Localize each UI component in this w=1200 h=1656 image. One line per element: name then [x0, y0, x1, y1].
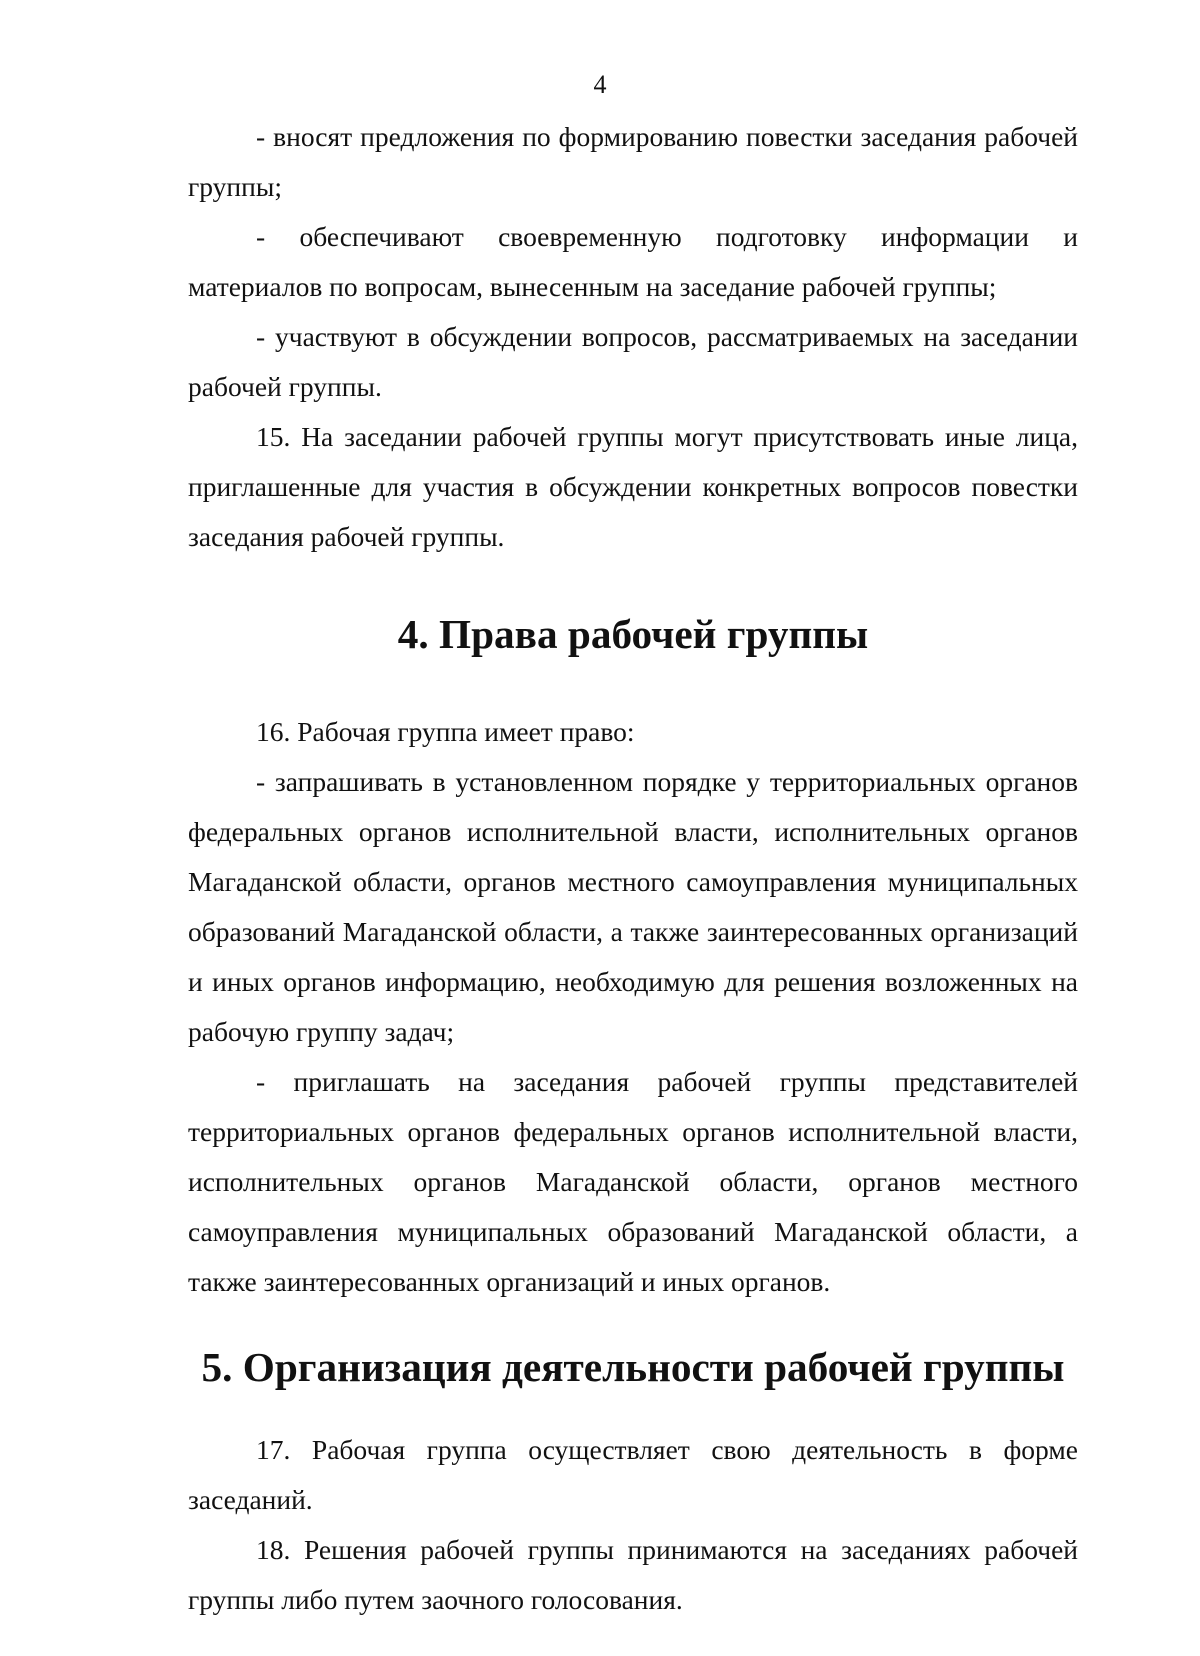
paragraph-18: 18. Решения рабочей группы принимаются на заседаниях рабочей группы либо путем заочного голосования. — [188, 1534, 1078, 1615]
section-4-heading: 4. Права рабочей группы — [397, 611, 869, 657]
paragraph-proposals: - вносят предложения по формированию повестки заседания рабочей группы; — [188, 121, 1078, 202]
paragraph-request: - запрашивать в установленном порядке у территориальных органов федеральных органов исполнительной власти, исполнительных органов Магаданской области, органов местного самоуправления муниципальных образований Магаданской области, а также заинтересованных организаций и иных органов информацию, необходимую для решения возложенных на рабочую группу задач; — [188, 766, 1078, 1047]
paragraph-discussion: - участвуют в обсуждении вопросов, рассматриваемых на заседании рабочей группы. — [188, 321, 1078, 402]
paragraph-17: 17. Рабочая группа осуществляет свою деятельность в форме заседаний. — [188, 1434, 1078, 1515]
paragraph-preparation: - обеспечивают своевременную подготовку информации и материалов по вопросам, вынесенным на заседание рабочей группы; — [188, 221, 1078, 302]
document-body — [188, 112, 1078, 1625]
page-number: 4 — [593, 70, 607, 99]
section-5-heading: 5. Организация деятельности рабочей группы — [201, 1344, 1065, 1390]
paragraph-invite: - приглашать на заседания рабочей группы представителей территориальных органов федеральных органов исполнительной власти, исполнительных органов Магаданской области, органов местного самоуправления муниципальных образований Магаданской области, а также заинтересованных организаций и иных органов. — [188, 1066, 1078, 1297]
paragraph-15: 15. На заседании рабочей группы могут присутствовать иные лица, приглашенные для участия в обсуждении конкретных вопросов повестки заседания рабочей группы. — [188, 421, 1078, 552]
paragraph-16: 16. Рабочая группа имеет право: — [256, 716, 635, 747]
